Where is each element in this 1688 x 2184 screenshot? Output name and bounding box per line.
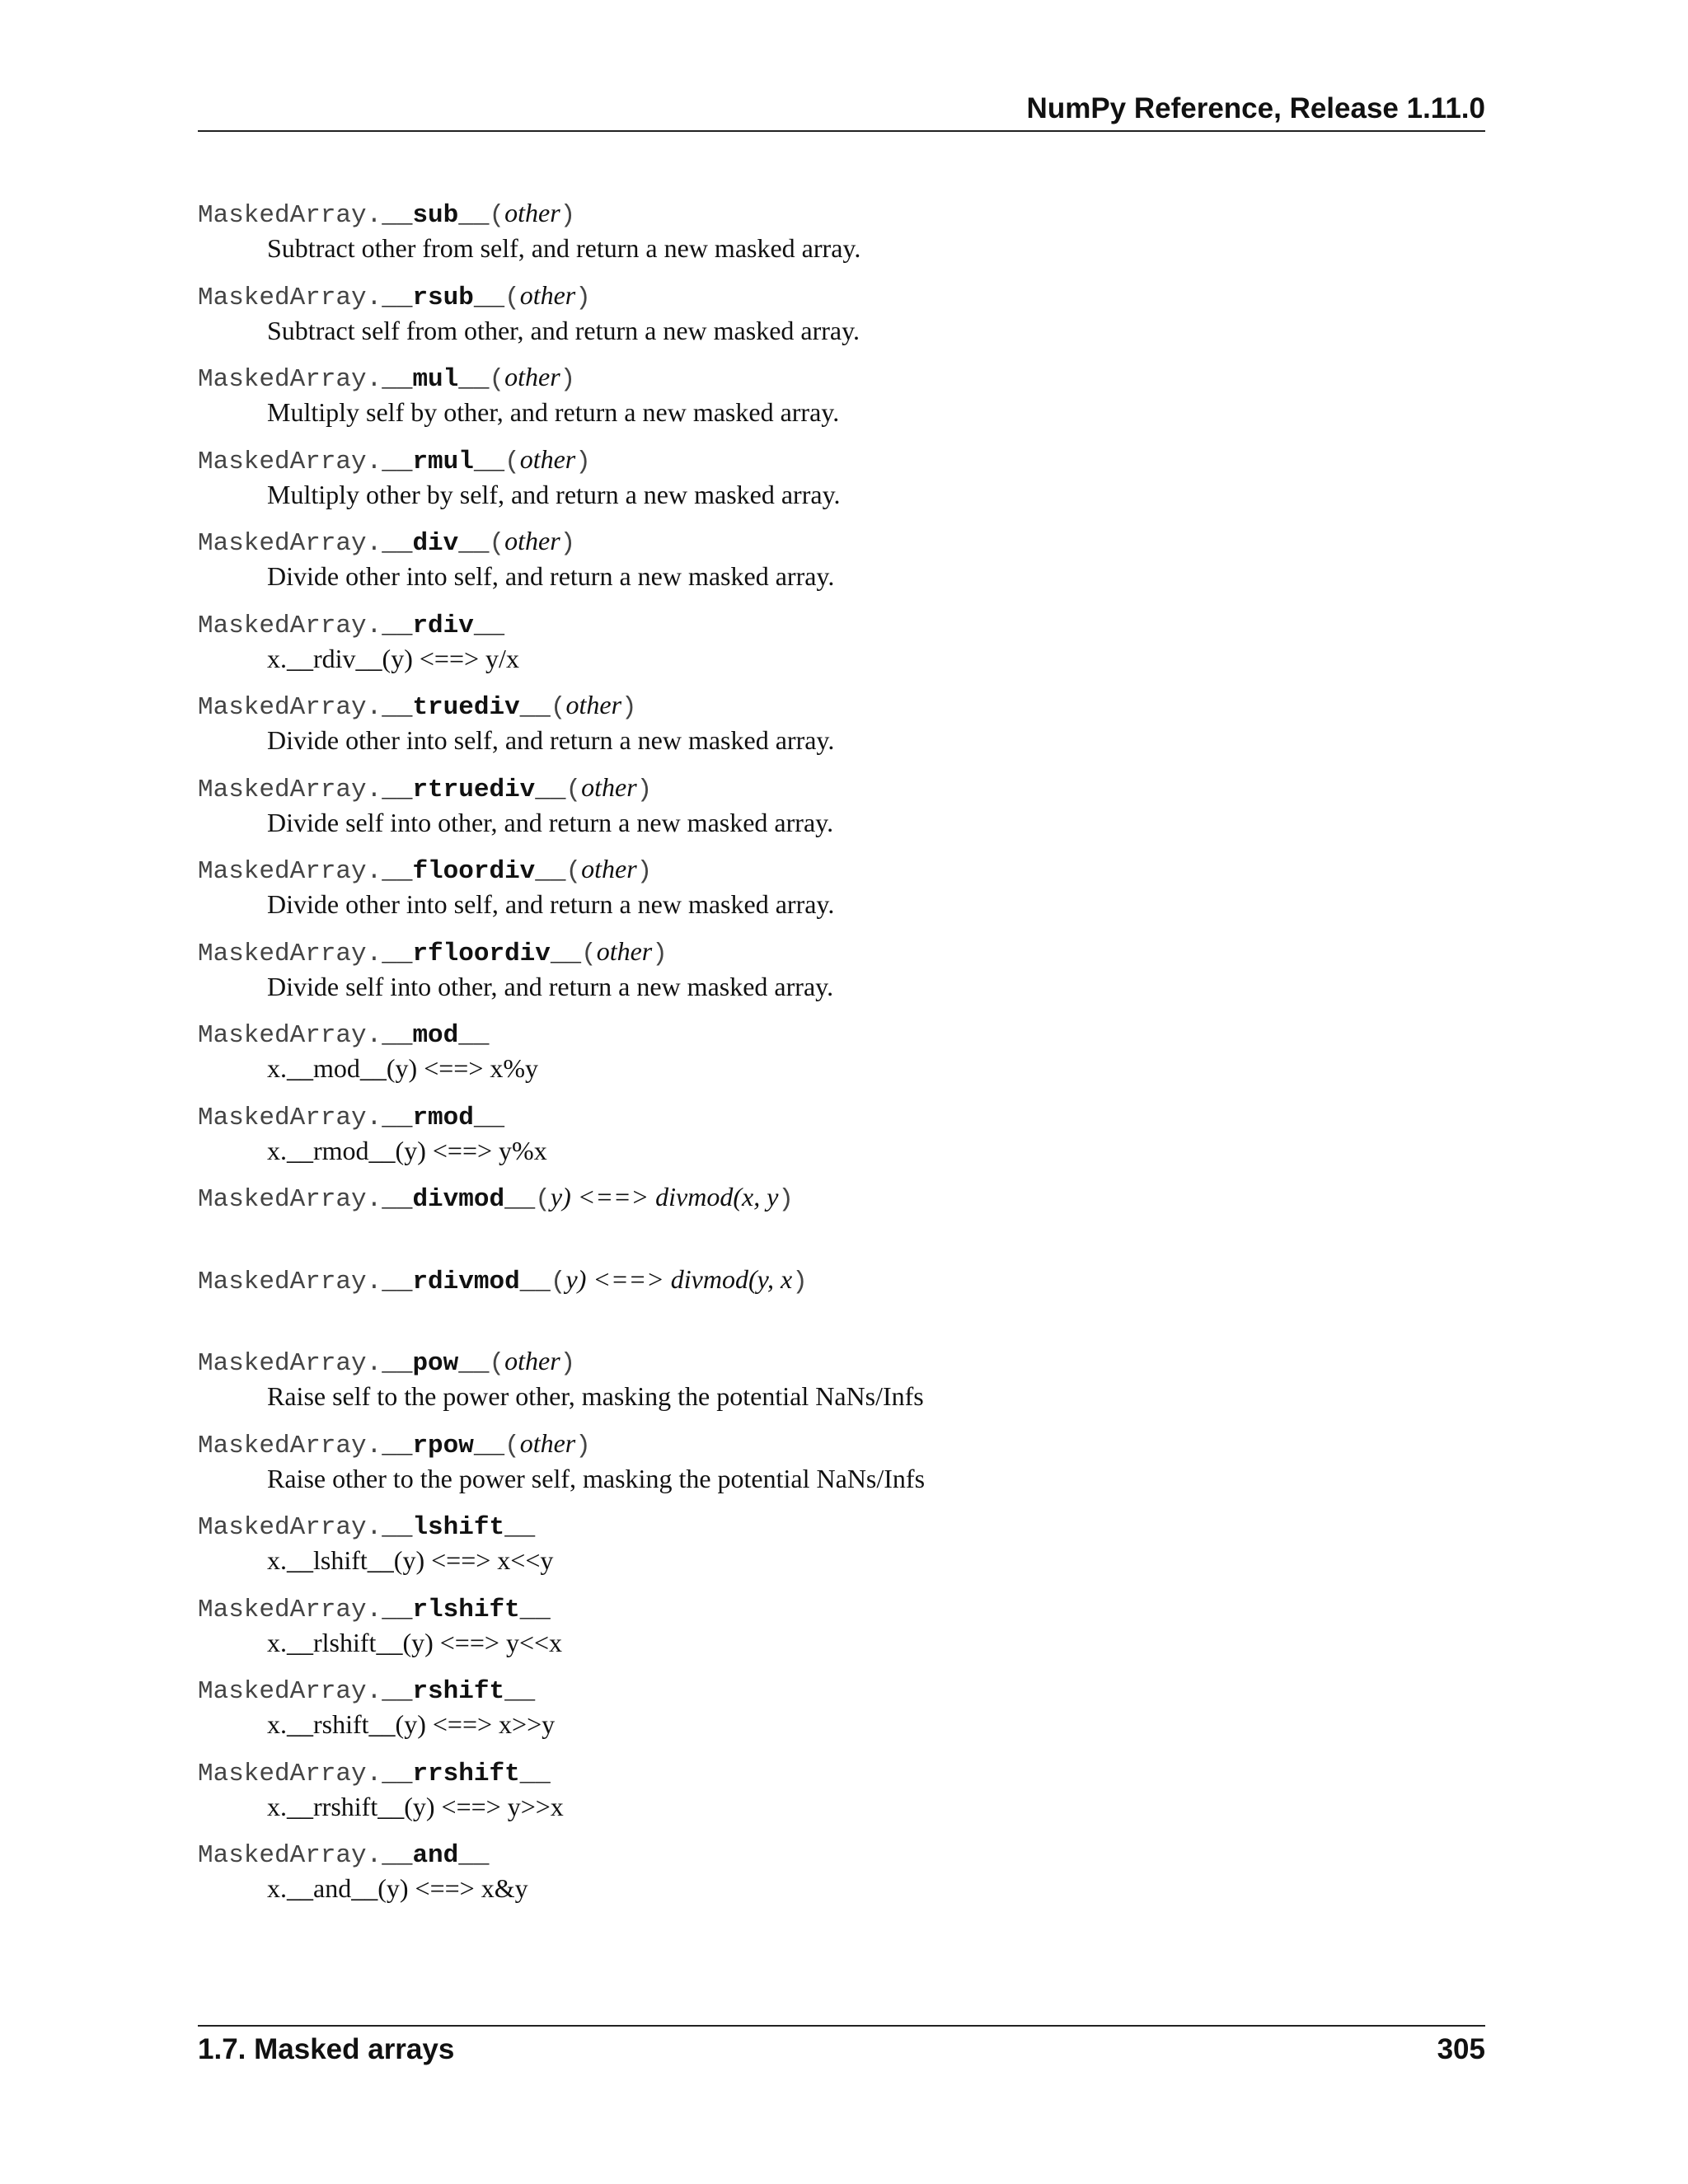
close-paren: ) <box>575 283 591 312</box>
method-entry <box>198 607 1485 689</box>
open-paren: ( <box>565 857 582 886</box>
method-name: __mul__ <box>382 365 490 394</box>
method-name: __rpow__ <box>382 1431 505 1460</box>
method-signature <box>198 279 1485 315</box>
class-name: MaskedArray. <box>198 1677 382 1706</box>
method-description: Raise other to the power self, masking the potential NaNs/Infs <box>267 1463 926 1493</box>
class-name: MaskedArray. <box>198 1513 382 1542</box>
method-entry <box>198 1180 1485 1263</box>
close-paren: ) <box>652 939 668 968</box>
method-name: __and__ <box>382 1841 490 1870</box>
class-name: MaskedArray. <box>198 201 382 230</box>
method-signature <box>198 771 1485 807</box>
method-name: __floordiv__ <box>382 857 566 886</box>
close-paren: ) <box>575 1431 591 1460</box>
method-description: Divide other into self, and return a new masked array. <box>267 561 835 591</box>
method-signature <box>198 1427 1485 1463</box>
method-args: other <box>504 1346 560 1376</box>
class-name: MaskedArray. <box>198 1185 382 1214</box>
method-name: __rdiv__ <box>382 611 505 640</box>
method-signature <box>198 607 1485 643</box>
method-name: __rmod__ <box>382 1103 505 1132</box>
method-signature <box>198 852 1485 888</box>
method-description: x.__rrshift__(y) <==> y>>x <box>267 1791 564 1821</box>
method-name: __div__ <box>382 529 490 558</box>
method-args: other <box>519 1427 576 1458</box>
open-paren: ( <box>550 693 566 722</box>
open-paren: ( <box>504 283 520 312</box>
method-entry <box>198 852 1485 935</box>
class-name: MaskedArray. <box>198 693 382 722</box>
class-name: MaskedArray. <box>198 529 382 558</box>
class-name: MaskedArray. <box>198 1595 382 1624</box>
method-entry <box>198 196 1485 279</box>
method-signature <box>198 1099 1485 1135</box>
method-signature <box>198 360 1485 396</box>
method-entry <box>198 688 1485 771</box>
close-paren: ) <box>575 447 591 476</box>
method-entry <box>198 1099 1485 1181</box>
method-name: __divmod__ <box>382 1185 536 1214</box>
method-entry <box>198 1263 1485 1345</box>
method-signature <box>198 1263 1485 1299</box>
method-signature <box>198 688 1485 724</box>
close-paren: ) <box>560 529 576 558</box>
method-description: x.__rmod__(y) <==> y%x <box>267 1135 547 1165</box>
method-name: __truediv__ <box>382 693 551 722</box>
class-name: MaskedArray. <box>198 1267 382 1296</box>
open-paren: ( <box>489 201 505 230</box>
class-name: MaskedArray. <box>198 857 382 886</box>
method-entry <box>198 1672 1485 1755</box>
open-paren: ( <box>581 939 597 968</box>
method-entry <box>198 524 1485 607</box>
method-description: x.__rshift__(y) <==> x>>y <box>267 1709 556 1739</box>
class-name: MaskedArray. <box>198 1349 382 1378</box>
method-description: Divide other into self, and return a new masked array. <box>267 889 835 919</box>
method-entry <box>198 1755 1485 1837</box>
page-header <box>198 92 1485 132</box>
method-args: y) <==> divmod(y, x <box>565 1263 793 1294</box>
method-entry <box>198 360 1485 443</box>
method-name: __rmul__ <box>382 447 505 476</box>
method-args: other <box>565 690 622 719</box>
method-entry <box>198 1016 1485 1099</box>
method-name: __rsub__ <box>382 283 505 312</box>
page-footer <box>198 2025 1485 2068</box>
open-paren: ( <box>504 1431 520 1460</box>
close-paren: ) <box>560 365 576 394</box>
method-name: __sub__ <box>382 201 490 230</box>
method-description: Subtract other from self, and return a new masked array. <box>267 233 861 263</box>
method-description: x.__rdiv__(y) <==> y/x <box>267 643 519 673</box>
close-paren: ) <box>560 1349 576 1378</box>
method-args: other <box>504 198 560 227</box>
method-signature <box>198 1672 1485 1708</box>
class-name: MaskedArray. <box>198 939 382 968</box>
method-list <box>198 196 1485 1919</box>
method-description: x.__mod__(y) <==> x%y <box>267 1053 539 1083</box>
method-entry <box>198 443 1485 525</box>
method-entry <box>198 1836 1485 1919</box>
method-name: __lshift__ <box>382 1513 536 1542</box>
class-name: MaskedArray. <box>198 1103 382 1132</box>
method-description: Multiply self by other, and return a new masked array. <box>267 397 840 427</box>
class-name: MaskedArray. <box>198 775 382 804</box>
method-entry <box>198 1591 1485 1673</box>
method-name: __rlshift__ <box>382 1595 551 1624</box>
method-signature <box>198 1344 1485 1380</box>
method-description: Raise self to the power other, masking the potential NaNs/Infs <box>267 1381 924 1411</box>
open-paren: ( <box>565 775 582 804</box>
method-description: Multiply other by self, and return a new masked array. <box>267 479 841 509</box>
open-paren: ( <box>489 365 505 394</box>
method-signature <box>198 196 1485 232</box>
method-args: other <box>581 854 637 883</box>
method-signature <box>198 1755 1485 1791</box>
class-name: MaskedArray. <box>198 611 382 640</box>
method-args: other <box>504 362 560 391</box>
close-paren: ) <box>636 775 653 804</box>
method-name: __rfloordiv__ <box>382 939 582 968</box>
class-name: MaskedArray. <box>198 447 382 476</box>
section-title: 1.7. Masked arrays <box>198 2033 455 2065</box>
method-signature <box>198 1591 1485 1627</box>
method-signature <box>198 1836 1485 1872</box>
class-name: MaskedArray. <box>198 1431 382 1460</box>
class-name: MaskedArray. <box>198 1841 382 1870</box>
close-paren: ) <box>560 201 576 230</box>
close-paren: ) <box>792 1267 808 1296</box>
class-name: MaskedArray. <box>198 1759 382 1788</box>
close-paren: ) <box>636 857 653 886</box>
document-title: NumPy Reference, Release 1.11.0 <box>1026 92 1485 124</box>
method-args: y) <==> divmod(x, y <box>550 1182 779 1212</box>
method-signature <box>198 1016 1485 1052</box>
method-args: other <box>596 935 653 966</box>
method-entry <box>198 1344 1485 1427</box>
method-signature <box>198 443 1485 479</box>
method-entry <box>198 1427 1485 1509</box>
page-number: 305 <box>1437 2033 1485 2065</box>
open-paren: ( <box>504 447 520 476</box>
method-description: x.__lshift__(y) <==> x<<y <box>267 1545 554 1575</box>
method-description: Divide other into self, and return a new masked array. <box>267 725 835 755</box>
class-name: MaskedArray. <box>198 365 382 394</box>
close-paren: ) <box>778 1185 794 1214</box>
open-paren: ( <box>489 1349 505 1378</box>
method-name: __mod__ <box>382 1021 490 1050</box>
method-args: other <box>519 443 576 474</box>
method-signature <box>198 1508 1485 1544</box>
method-args: other <box>581 771 637 802</box>
method-args: other <box>504 526 560 555</box>
method-entry <box>198 279 1485 361</box>
method-description: Subtract self from other, and return a new masked array. <box>267 315 860 345</box>
open-paren: ( <box>550 1267 566 1296</box>
method-name: __rdivmod__ <box>382 1267 551 1296</box>
open-paren: ( <box>489 529 505 558</box>
method-name: __rtruediv__ <box>382 775 566 804</box>
method-name: __pow__ <box>382 1349 490 1378</box>
method-args: other <box>519 279 576 310</box>
method-entry <box>198 1508 1485 1591</box>
method-description: x.__and__(y) <==> x&y <box>267 1873 528 1903</box>
method-name: __rshift__ <box>382 1677 536 1706</box>
method-description: Divide self into other, and return a new masked array. <box>267 807 834 837</box>
method-description: x.__rlshift__(y) <==> y<<x <box>267 1627 563 1657</box>
method-entry <box>198 935 1485 1017</box>
class-name: MaskedArray. <box>198 1021 382 1050</box>
method-signature <box>198 935 1485 971</box>
class-name: MaskedArray. <box>198 283 382 312</box>
method-signature <box>198 524 1485 560</box>
method-signature <box>198 1180 1485 1216</box>
method-entry <box>198 771 1485 853</box>
close-paren: ) <box>621 693 637 722</box>
method-description: Divide self into other, and return a new masked array. <box>267 971 834 1001</box>
open-paren: ( <box>535 1185 551 1214</box>
method-name: __rrshift__ <box>382 1759 551 1788</box>
